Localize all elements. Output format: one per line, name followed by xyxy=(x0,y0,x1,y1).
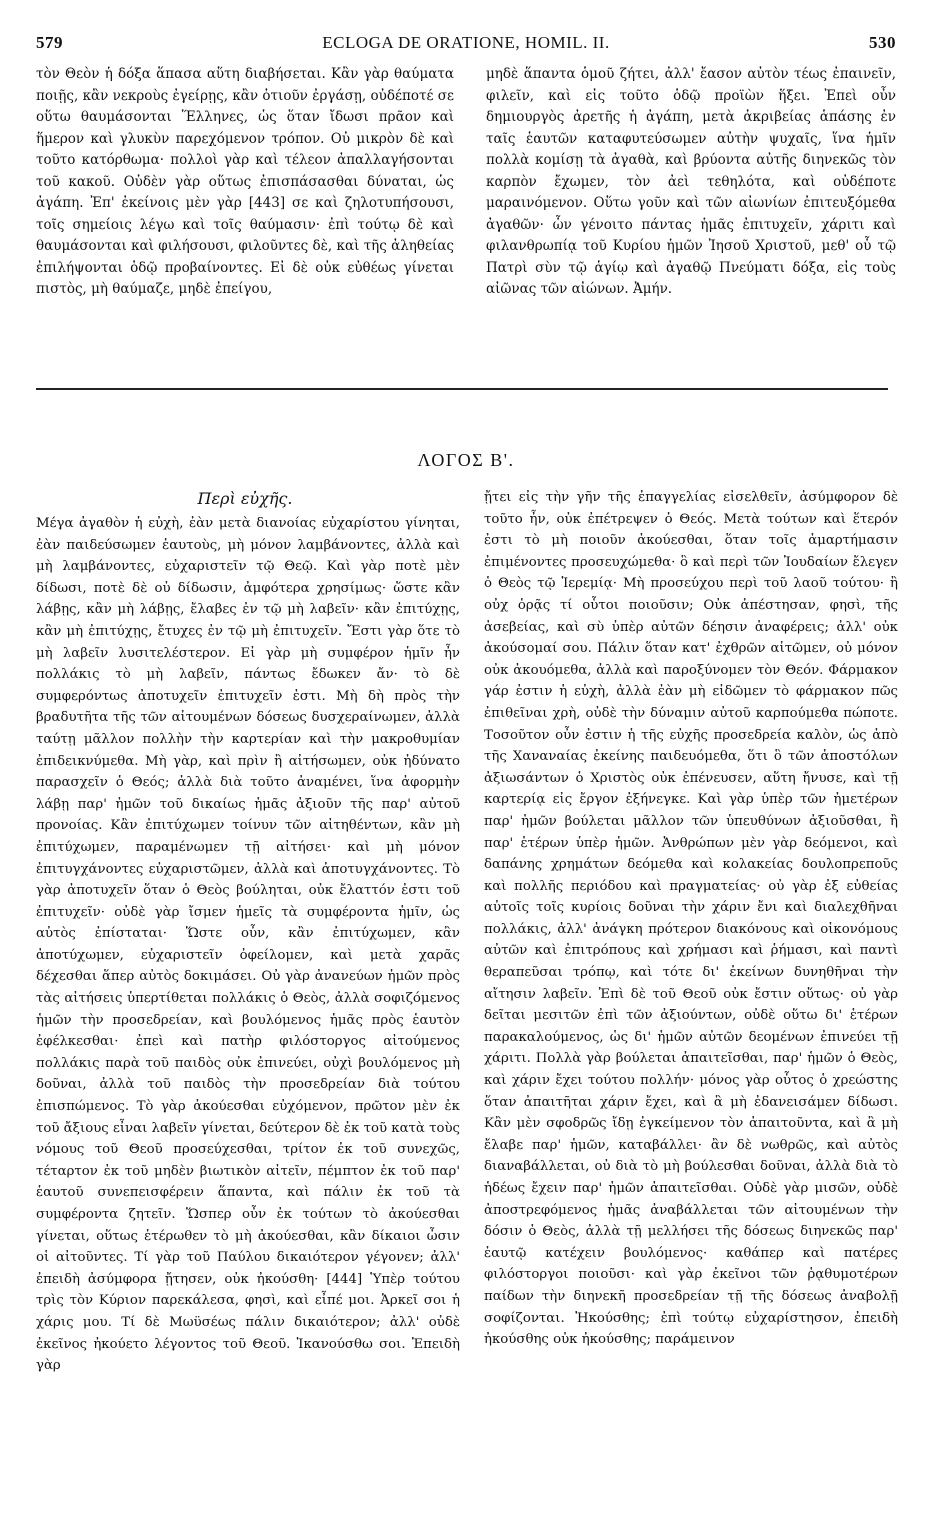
top-left-paragraph: τὸν Θεὸν ἡ δόξα ἅπασα αὕτη διαβήσεται. Κἂν γὰρ θαύματα ποιῇς, κἂν νεκροὺς ἐγείρῃς, κἂν ὁτιοῦν ἐργάσῃ, οὐδέποτέ σε οὕτω θαυμάσονται Ἕλληνες, ὡς ὅταν ἴδωσι πρᾶον καὶ ἥμερον καὶ γλυκὺν παρεχόμενον τρόπον. Οὐ μικρὸν δὲ καὶ τοῦτο κατόρθωμα· πολλοὶ γὰρ καὶ τέλεον ἀπαλλαγήσονται τοῦ κακοῦ. Οὐδὲν γὰρ οὕτως ἐπισπάσασθαι δύναται, ὡς ἀγάπη. Ἐπ' ἐκείνοις μὲν γὰρ [443] σε καὶ ζηλοτυπήσουσι, τοῖς σημείοις λέγω καὶ τοῖς θαύμασιν· ἐπὶ τούτῳ δὲ καὶ θαυμάσονται καὶ φιλήσουσι, φιλοῦντες δὲ, καὶ τῆς ἀληθείας ἐπιλήψονται ὁδῷ προβαίνοντες. Εἰ δὲ οὐκ εὐθέως γίνεται πιστὸς, μὴ θαύμαζε, μηδὲ ἐπείγου, xyxy=(36,66,454,297)
top-right-paragraph: μηδὲ ἅπαντα ὁμοῦ ζήτει, ἀλλ' ἔασον αὐτὸν τέως ἐπαινεῖν, φιλεῖν, καὶ εἰς τοῦτο ὁδῷ προϊὼν ἥξει. Ἐπεὶ οὖν δημιουργὸς ἀρετῆς ἡ ἀγάπη, μετὰ ἀκριβείας ἁπάσης ἐν ταῖς ἑαυτῶν καταφυτεύσωμεν αὐτὴν ψυχαῖς, ἵνα ἡμῖν πολλὰ κομίσῃ τὰ ἀγαθὰ, καὶ βρύοντα αὐτῆς διηνεκῶς τὸν καρπὸν ἔχωμεν, τὸν ἀεὶ τεθηλότα, καὶ οὐδέποτε μαραινόμενον. Οὕτω γοῦν καὶ τῶν αἰωνίων ἐπιτευξόμεθα ἀγαθῶν· ὧν γένοιτο πάντας ἡμᾶς ἐπιτυχεῖν, χάριτι καὶ φιλανθρωπίᾳ τοῦ Κυρίου ἡμῶν Ἰησοῦ Χριστοῦ, μεθ' οὗ τῷ Πατρὶ σὺν τῷ ἁγίῳ καὶ ἀγαθῷ Πνεύματι δόξα, εἰς τοὺς αἰῶνας τῶν αἰώνων. Ἀμήν. xyxy=(486,66,896,297)
main-right-paragraph: ᾔτει εἰς τὴν γῆν τῆς ἐπαγγελίας εἰσελθεῖν, ἀσύμφορον δὲ τοῦτο ἦν, οὐκ ἐπέτρεψεν ὁ Θεός. Μετὰ τούτων καὶ ἕτερόν ἐστι τὸ μὴ ποιοῦν ἀκούεσθαι, ὅταν τοῖς ἁμαρτήμασιν ἐπιμένοντες προσευχώμεθα· ὃ καὶ περὶ τῶν Ἰουδαίων ἔλεγεν ὁ Θεὸς τῷ Ἱερεμίᾳ· Μὴ προσεύχου περὶ τοῦ λαοῦ τούτου· ἢ οὐχ ὁρᾷς τί οὗτοι ποιοῦσιν; Οὐκ ἀπέστησαν, φησὶ, τῆς ἀσεβείας, καὶ σὺ ὑπὲρ αὐτῶν δέησιν ἀναφέρεις; ἀλλ' οὐκ ἀκούσομαί σου. Πάλιν ὅταν κατ' ἐχθρῶν αἰτῶμεν, οὐ μόνον οὐκ ἀκουόμεθα, ἀλλὰ καὶ παροξύνομεν τὸν Θεόν. Φάρμακον γάρ ἐστιν ἡ εὐχὴ, ἀλλὰ ἐὰν μὴ εἰδῶμεν τὸ φάρμακον πῶς ἐπιθεῖναι χρὴ, οὐδὲ τὴν δύναμιν αὐτοῦ καρπούμεθα πώποτε. Τοσοῦτον οὖν ἐστιν ἡ τῆς εὐχῆς προσεδρεία καλὸν, ὡς ἀπὸ τῆς Χαναναίας ἐκείνης παιδευόμεθα, ὅτι ὃ τῶν ἀποστόλων ἀξιωσάντων ὁ Χριστὸς οὐκ ἐπένευσεν, αὕτη ἤνυσε, καὶ τῇ καρτερίᾳ εἰς ἔργον ἐξήνεγκε. Καὶ γὰρ ὑπὲρ τῶν ἡμετέρων παρ' ἡμῶν βούλεται μᾶλλον τῶν ὑπευθύνων ἀξιοῦσθαι, ἢ παρ' ἑτέρων ὑπὲρ ἡμῶν. Ἀνθρώπων μὲν γὰρ δεόμενοι, καὶ δαπάνης χρημάτων δεόμεθα καὶ κολακείας δουλοπρεποῦς καὶ πολλῆς περιόδου καὶ πραγματείας· οὐ γὰρ ἐξ εὐθείας αὐτοῖς τοῖς κυρίοις δοῦναι τὴν χάριν ἔνι καὶ διαλεχθῆναι πολλάκις, ἀλλ' ἀνάγκη πρότερον διακόνους καὶ οἰκονόμους αὐτῶν καὶ ἐπιτρόπους καὶ χρήμασι καὶ ῥήμασι, καὶ παντὶ θεραπεῦσαι τρόπῳ, καὶ τότε δι' ἐκείνων δυνηθῆναι τὴν αἴτησιν λαβεῖν. Ἐπὶ δὲ τοῦ Θεοῦ οὐκ ἔστιν οὕτως· οὐ γὰρ δεῖται μεσιτῶν ἐπὶ τῶν ἀξιούντων, οὐδὲ οὕτω δι' ἑτέρων παρακαλούμενος, ὡς δι' ἡμῶν αὐτῶν δεομένων ἐπινεύει τῇ χάριτι. Πολλὰ γὰρ βούλεται ἀπαιτεῖσθαι, παρ' ἡμῶν ὁ Θεὸς, καὶ χάριν ἔχει τούτου πολλήν· μόνος γὰρ οὗτος ὁ χρεώστης ὅταν ἀπαιτῆται χάριν ἔχει, καὶ ἃ μὴ ἐδανεισάμεν δίδωσι. Κἂν μὲν σφοδρῶς ἴδῃ ἐγκείμενον τὸν ἀπαιτοῦντα, καὶ ἃ μὴ ἔλαβε παρ' ἡμῶν, καταβάλλει· ἂν δὲ νωθρῶς, καὶ αὐτὸς διαναβάλλεται, οὐ διὰ τὸ μὴ βούλεσθαι δοῦναι, ἀλλὰ διὰ τὸ ἡδέως ἔχειν παρ' ἡμῶν ἀπαιτεῖσθαι. Οὐδὲ γὰρ μισῶν, οὐδὲ ἀποστρεφόμενος ἡμᾶς ἀναβάλλεται τῶν αἰτουμένων τὴν δόσιν ὁ Θεὸς, ἀλλὰ τῇ μελλήσει τῆς δόσεως διηνεκῶς παρ' ἑαυτῷ κατέχειν βουλόμενος· καθάπερ καὶ πατέρες φιλόστοργοι ποιοῦσι· καὶ γὰρ ἐκεῖνοι τῶν ῥᾳθυμοτέρων παίδων τὴν διηνεκῆ προσεδρείαν τῇ τῆς δόσεως ἀναβολῇ σοφίζονται. Ἠκούσθης; ἐπὶ τούτῳ εὐχαρίστησον, ἐπειδὴ ἠκούσθης οὐκ ἠκούσθης; παράμεινον xyxy=(484,490,898,1348)
section-title: ΛΟΓΟΣ Β'. xyxy=(417,450,515,470)
main-left-paragraph: Μέγα ἀγαθὸν ἡ εὐχὴ, ἐὰν μετὰ διανοίας εὐχαρίστου γίνηται, ἐὰν παιδεύσωμεν ἑαυτοὺς, μὴ μόνον λαμβάνοντες, ἀλλὰ καὶ μὴ λαμβάνοντες, εὐχαριστεῖν τῷ Θεῷ. Καὶ γὰρ ποτὲ μὲν δίδωσι, ποτὲ δὲ οὐ δίδωσιν, ἀμφότερα χρησίμως· ὥστε κἂν λάβῃς, κἂν μὴ λάβῃς, ἔλαβες ἐν τῷ μὴ λαβεῖν· κἂν ἐπιτύχῃς, κἂν μὴ ἐπιτύχῃς, ἔτυχες ἐν τῷ μὴ ἐπιτυχεῖν. Ἔστι γὰρ ὅτε τὸ μὴ λαβεῖν λυσιτελέστερον. Εἰ γὰρ μὴ συμφέρον ἡμῖν ἦν πολλάκις τὸ μὴ λαβεῖν, πάντως ἔδωκεν ἄν· τὸ δὲ συμφερόντως ἀποτυχεῖν ἐπιτυχεῖν ἐστι. Μὴ δὴ πρὸς τὴν βραδυτῆτα τῆς τῶν αἰτουμένων δόσεως δυσχεραίνωμεν, ἀλλὰ ταύτῃ μᾶλλον πολλὴν τὴν καρτερίαν καὶ τὴν μακροθυμίαν ἐπιδεικνύμεθα. Μὴ γὰρ, καὶ πρὶν ἢ αἰτήσωμεν, οὐκ ἠδύνατο παρασχεῖν ὁ Θεός; ἀλλὰ διὰ τοῦτο ἀναμένει, ἵνα ἀφορμὴν λάβῃ παρ' ἡμῶν τοῦ δικαίως ἡμᾶς ἀξιοῦν τῆς παρ' αὐτοῦ προνοίας. Κἂν ἐπιτύχωμεν τοίνυν τῶν αἰτηθέντων, κἂν μὴ ἐπιτύχωμεν, παραμένωμεν τῇ αἰτήσει· καὶ μὴ μόνον ἐπιτυγχάνοντες εὐχαριστῶμεν, ἀλλὰ καὶ ἀποτυγχάνοντες. Τὸ γὰρ ἀποτυχεῖν ὅταν ὁ Θεὸς βούληται, οὐκ ἔλαττόν ἐστι τοῦ ἐπιτυχεῖν· οὐδὲ γὰρ ἴσμεν ἡμεῖς τὰ συμφέροντα ἡμῖν, ὡς αὐτὸς ἐπίσταται· Ὥστε οὖν, κἂν ἐπιτύχωμεν, κἂν ἀποτύχωμεν, εὐχαριστεῖν ὀφείλομεν, καὶ μετὰ χαρᾶς δέχεσθαι ἅπερ αὐτὸς δοκιμάσει. Οὐ γὰρ ἀνανεύων ἡμῶν πρὸς τὰς αἰτήσεις ὑπερτίθεται πολλάκις ὁ Θεὸς, ἀλλὰ σοφιζόμενος ἡμῶν τὴν προσεδρείαν, καὶ βουλόμενος ἡμᾶς πρὸς ἑαυτὸν ἐφέλκεσθαι· ἐπεὶ καὶ πατὴρ φιλόστοργος αἰτούμενος πολλάκις παρὰ τοῦ παιδὸς οὐκ ἐπινεύει, οὐχὶ βουλόμενος μὴ δοῦναι, ἀλλὰ τοῦ παιδὸς τὴν προσεδρείαν διὰ τούτου ἐπισπώμενος. Τὸ γὰρ ἀκούεσθαι εὐχόμενον, πρῶτον μὲν ἐκ τοῦ ἄξιους εἶναι λαβεῖν γίνεται, δεύτερον δὲ ἐκ τοῦ κατὰ τοὺς νόμους τοῦ Θεοῦ προσεύχεσθαι, τρίτον ἐκ τοῦ συνεχῶς, τέταρτον ἐκ τοῦ μηδὲν βιωτικὸν αἰτεῖν, πέμπτον ἐκ τοῦ παρ' ἑαυτοῦ συνεπεισφέρειν ἅπαντα, καὶ πάλιν ἐκ τοῦ τὰ συμφέροντα ζητεῖν. Ὥσπερ οὖν ἐκ τούτων τὸ ἀκούεσθαι γίνεται, οὕτως ἑτέρωθεν τὸ μὴ ἀκούεσθαι, κἂν δίκαιοι ὦσιν οἱ αἰτοῦντες. Τί γὰρ τοῦ Παύλου δικαιότερον γέγονεν; ἀλλ' ἐπειδὴ ἀσύμφορα ᾔτησεν, οὐκ ἠκούσθη· [444] Ὑπὲρ τούτου τρὶς τὸν Κύριον παρεκάλεσα, φησὶ, καὶ εἶπέ μοι. Ἀρκεῖ σοι ἡ χάρις μου. Τί δὲ Μωϋσέως πάλιν δικαιότερον; ἀλλ' οὐδὲ ἐκεῖνος ἠκούετο λέγοντος τοῦ Θεοῦ. Ἱκανούσθω σοι. Ἐπειδὴ γὰρ xyxy=(36,516,461,1374)
top-right-column xyxy=(486,64,896,301)
main-right-column xyxy=(484,487,898,1351)
subheading: Περὶ εὐχῆς. xyxy=(197,489,293,508)
section-divider xyxy=(36,388,888,390)
main-left-column xyxy=(36,513,460,1377)
running-title: ECLOGA DE ORATIONE, HOMIL. II. xyxy=(322,33,610,52)
top-left-column xyxy=(36,64,454,301)
page-number-right: 530 xyxy=(869,33,896,52)
running-head xyxy=(36,32,896,56)
page-number-left: 579 xyxy=(36,33,63,52)
